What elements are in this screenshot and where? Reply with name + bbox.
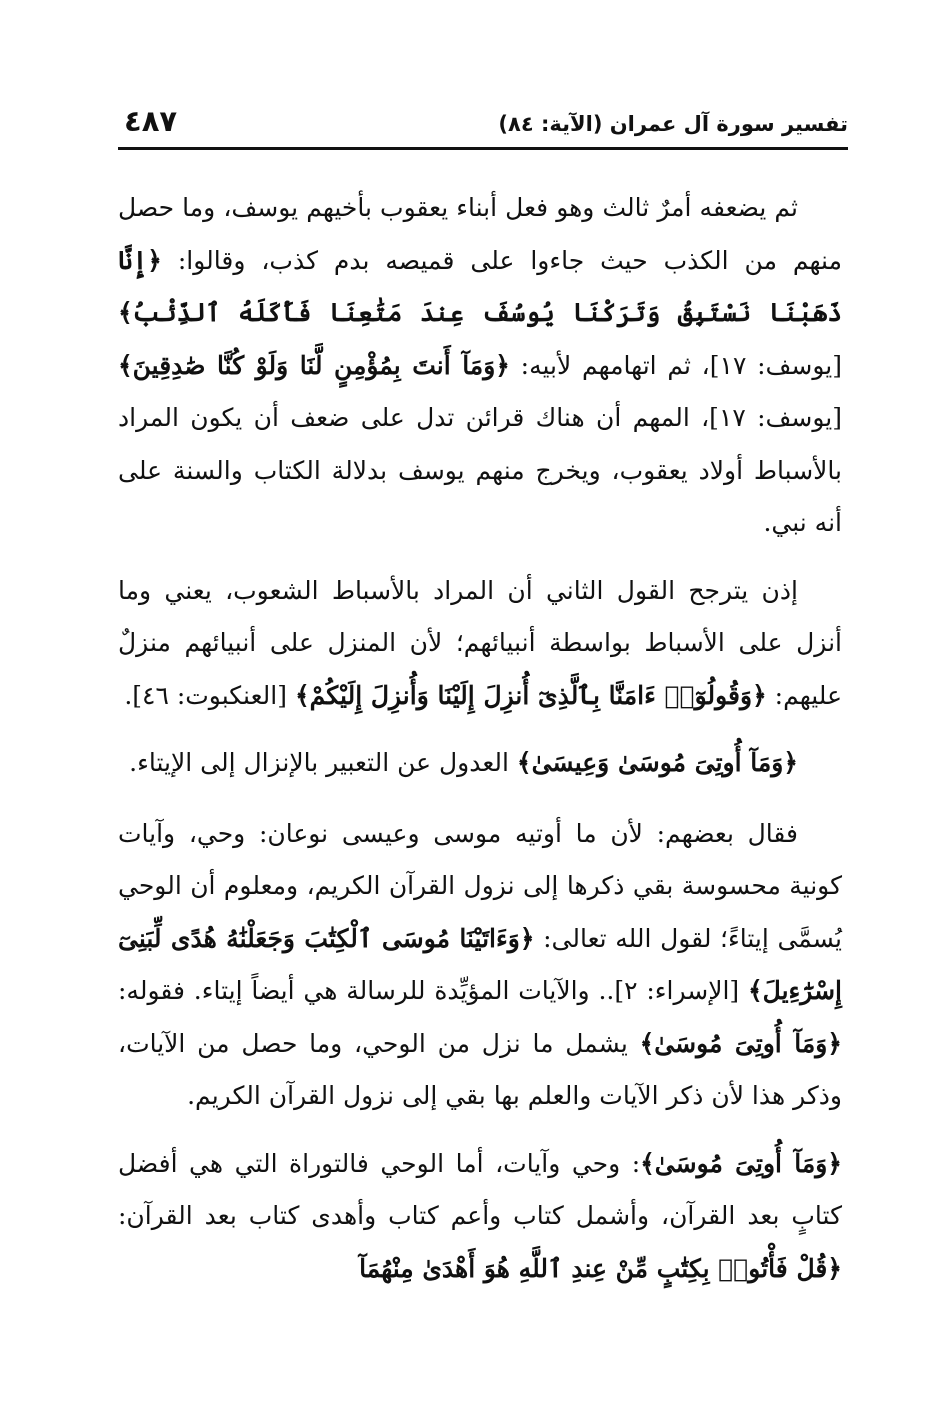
header-rule [118,147,848,150]
quran-verse: ﴿وَمَآ أُوتِىَ مُوسَىٰ﴾ [640,1148,842,1178]
text-segment: [يوسف: ١٧]، ثم اتهامهم لأبيه: [509,350,842,380]
text-segment: [العنكبوت: ٤٦]. [124,680,295,710]
quran-verse: ﴿وَءَاتَيْنَا مُوسَى ٱلْكِتَٰبَ وَجَعَلْنَٰهُ هُدًى لِّبَنِىٓ إِسْرَٰٓءِيلَ﴾ [118,923,842,1005]
paragraph [118,182,842,550]
paragraph [118,737,842,790]
text-segment: العدول عن التعبير بالإنزال إلى الإيتاء. [129,748,517,777]
paragraph [118,565,842,723]
text-segment: [الإسراء: ٢].. والآيات المؤيِّدة للرسالة هي أيضاً إيتاء. فقوله: [118,976,749,1005]
body-text [118,182,842,1295]
text-segment: : وحي وآيات، أما الوحي فالتوراة التي هي أفضل كتابٍ بعد القرآن، وأشمل كتاب وأعم كتاب وأهدى كتاب بعد القرآن: [118,1148,842,1230]
quran-verse: ﴿إِنَّا ذَهَبْنَا نَسْتَبِقُ وَتَرَكْنَا يُوسُفَ عِندَ مَتَٰعِنَا فَأَكَلَهُ ٱلذِّئْبُ﴾ [118,245,842,327]
text-segment: يشمل ما نزل من الوحي، وما حصل من الآيات، وذكر هذا لأن ذكر الآيات والعلم بها بقي إلى نزول القرآن الكريم. [118,1028,842,1110]
running-title: تفسير سورة آل عمران (الآية: ٨٤) [498,112,848,136]
quran-verse: ﴿وَمَآ أُوتِىَ مُوسَىٰ وَعِيسَىٰ﴾ [516,748,798,777]
page-header [118,96,848,148]
quran-verse: ﴿وَمَآ أَنتَ بِمُؤْمِنٍ لَّنَا وَلَوْ كُنَّا صَٰدِقِينَ﴾ [118,350,510,380]
page-number: ٤٨٧ [124,104,178,138]
quran-verse: ﴿قُلْ فَأْتُوا۟ بِكِتَٰبٍ مِّنْ عِندِ ٱللَّهِ هُوَ أَهْدَىٰ مِنْهُمَآ [359,1253,842,1283]
text-segment: [يوسف: ١٧]، المهم أن هناك قرائن تدل على ضعف أن يكون المراد بالأسباط أولاد يعقوب، ويخرج منهم يوسف بدلالة الكتاب والسنة على أنه نبي. [118,403,843,537]
text-segment: ثم يضعفه أمرٌ ثالث وهو فعل أبناء يعقوب بأخيهم يوسف، وما حصل منهم من الكذب حيث جاءوا على قميصه بدم كذب، وقالوا: [118,193,842,275]
paragraph [118,808,842,1123]
quran-verse: ﴿وَقُولُوٓا۟ ءَامَنَّا بِٱلَّذِىٓ أُنزِلَ إِلَيْنَا وَأُنزِلَ إِلَيْكُمْ﴾ [294,680,767,710]
text-segment: إذن يترجح القول الثاني أن المراد بالأسباط الشعوب، يعني وما أنزل على الأسباط بواسطة أنبيائهم؛ لأن المنزل على أنبيائهم منزلٌ عليهم: [118,575,842,710]
quran-verse: ﴿وَمَآ أُوتِىَ مُوسَىٰ﴾ [639,1028,842,1058]
text-segment: فقال بعضهم: لأن ما أوتيه موسى وعيسى نوعان: وحي، وآيات كونية محسوسة بقي ذكرها إلى نزول القرآن الكريم، ومعلوم أن الوحي يُسمَّى إيتاءً؛ لقول الله تعالى: [118,818,842,953]
paragraph [118,1138,842,1296]
